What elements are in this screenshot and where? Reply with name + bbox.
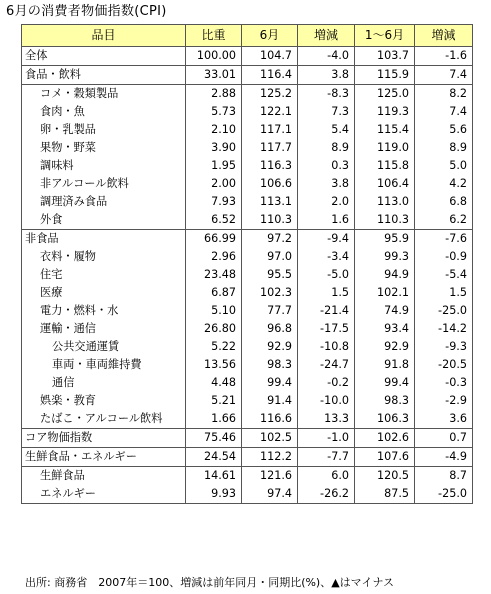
cell-june-change: 3.8 (298, 66, 355, 85)
cell-june-change: -10.8 (298, 338, 355, 356)
column-header-june: 6月 (242, 25, 298, 47)
cell-weight: 9.93 (186, 485, 242, 504)
cell-june: 92.9 (242, 338, 298, 356)
cell-june-change: -0.2 (298, 374, 355, 392)
cell-jan-jun-change: 7.4 (415, 66, 473, 85)
cell-weight: 2.00 (186, 175, 242, 193)
row-label: 全体 (22, 47, 186, 66)
cell-weight: 2.88 (186, 85, 242, 104)
table-row (22, 284, 473, 302)
cell-jan-jun: 99.3 (355, 248, 415, 266)
cell-june: 97.0 (242, 248, 298, 266)
row-label: 車両・車両維持費 (22, 356, 186, 374)
cell-june-change: 2.0 (298, 193, 355, 211)
row-label: 通信 (22, 374, 186, 392)
table-row (22, 193, 473, 211)
row-label: 非アルコール飲料 (22, 175, 186, 193)
cell-jan-jun: 87.5 (355, 485, 415, 504)
cell-weight: 33.01 (186, 66, 242, 85)
cell-june: 113.1 (242, 193, 298, 211)
cell-june: 97.2 (242, 230, 298, 249)
cell-june-change: -7.7 (298, 448, 355, 467)
cell-jan-jun-change: -1.6 (415, 47, 473, 66)
table-row (22, 320, 473, 338)
cell-june-change: -17.5 (298, 320, 355, 338)
row-label: 非食品 (22, 230, 186, 249)
cell-weight: 100.00 (186, 47, 242, 66)
cell-june: 91.4 (242, 392, 298, 410)
cell-june-change: 3.8 (298, 175, 355, 193)
cell-june: 106.6 (242, 175, 298, 193)
cell-june-change: 0.3 (298, 157, 355, 175)
cell-jan-jun-change: -9.3 (415, 338, 473, 356)
row-label: 娯楽・教育 (22, 392, 186, 410)
row-label: コメ・穀類製品 (22, 85, 186, 104)
table-row (22, 139, 473, 157)
cell-june: 98.3 (242, 356, 298, 374)
cell-june: 102.3 (242, 284, 298, 302)
cell-weight: 26.80 (186, 320, 242, 338)
cell-jan-jun-change: 6.2 (415, 211, 473, 230)
cell-jan-jun: 106.4 (355, 175, 415, 193)
cell-june: 95.5 (242, 266, 298, 284)
row-label: 衣料・履物 (22, 248, 186, 266)
row-label: 調理済み食品 (22, 193, 186, 211)
cell-jan-jun: 91.8 (355, 356, 415, 374)
cell-weight: 75.46 (186, 429, 242, 448)
table-row (22, 429, 473, 448)
cell-weight: 4.48 (186, 374, 242, 392)
cell-june-change: -9.4 (298, 230, 355, 249)
cell-weight: 6.87 (186, 284, 242, 302)
cell-june-change: 5.4 (298, 121, 355, 139)
row-label: 運輸・通信 (22, 320, 186, 338)
cell-jan-jun-change: -14.2 (415, 320, 473, 338)
table-row (22, 356, 473, 374)
cell-jan-jun-change: 7.4 (415, 103, 473, 121)
cell-jan-jun-change: 3.6 (415, 410, 473, 429)
cell-weight: 2.96 (186, 248, 242, 266)
cell-weight: 13.56 (186, 356, 242, 374)
table-row (22, 467, 473, 486)
cell-june: 116.6 (242, 410, 298, 429)
cell-jan-jun-change: -25.0 (415, 485, 473, 504)
row-label: 電力・燃料・水 (22, 302, 186, 320)
source-note: 出所: 商務省 2007年＝100、増減は前年同月・同期比(%)、▲はマイナス (25, 576, 395, 589)
cpi-table (21, 24, 473, 504)
cell-jan-jun: 115.9 (355, 66, 415, 85)
cell-june-change: 13.3 (298, 410, 355, 429)
cell-june: 104.7 (242, 47, 298, 66)
cell-weight: 66.99 (186, 230, 242, 249)
cell-june-change: -24.7 (298, 356, 355, 374)
row-label: 食肉・魚 (22, 103, 186, 121)
cell-june-change: 1.6 (298, 211, 355, 230)
cell-june-change: 6.0 (298, 467, 355, 486)
cell-june: 116.4 (242, 66, 298, 85)
cell-june-change: 7.3 (298, 103, 355, 121)
cell-jan-jun-change: -20.5 (415, 356, 473, 374)
cell-weight: 5.21 (186, 392, 242, 410)
cell-weight: 3.90 (186, 139, 242, 157)
cell-jan-jun-change: 8.7 (415, 467, 473, 486)
row-label: 住宅 (22, 266, 186, 284)
cell-june: 97.4 (242, 485, 298, 504)
table-row (22, 230, 473, 249)
cell-jan-jun: 119.0 (355, 139, 415, 157)
cell-jan-jun-change: -2.9 (415, 392, 473, 410)
cell-june: 96.8 (242, 320, 298, 338)
cell-june: 117.1 (242, 121, 298, 139)
table-row (22, 302, 473, 320)
table-body (22, 47, 473, 504)
cell-jan-jun-change: 8.9 (415, 139, 473, 157)
header-row (22, 25, 473, 47)
table-row (22, 47, 473, 66)
table-row (22, 157, 473, 175)
row-label: エネルギー (22, 485, 186, 504)
cell-jan-jun: 110.3 (355, 211, 415, 230)
table-row (22, 485, 473, 504)
cell-june-change: -8.3 (298, 85, 355, 104)
cell-jan-jun-change: 8.2 (415, 85, 473, 104)
cell-june-change: -10.0 (298, 392, 355, 410)
column-header-jan-jun: 1～6月 (355, 25, 415, 47)
cell-weight: 23.48 (186, 266, 242, 284)
cell-june-change: -26.2 (298, 485, 355, 504)
cell-jan-jun: 94.9 (355, 266, 415, 284)
table-row (22, 248, 473, 266)
cell-jan-jun-change: -7.6 (415, 230, 473, 249)
cell-june: 116.3 (242, 157, 298, 175)
row-label: 外食 (22, 211, 186, 230)
row-label: 食品・飲料 (22, 66, 186, 85)
cell-weight: 5.73 (186, 103, 242, 121)
row-label: 調味料 (22, 157, 186, 175)
table-row (22, 374, 473, 392)
row-label: コア物価指数 (22, 429, 186, 448)
cell-jan-jun-change: -4.9 (415, 448, 473, 467)
column-header-weight: 比重 (186, 25, 242, 47)
row-label: たばこ・アルコール飲料 (22, 410, 186, 429)
table-row (22, 66, 473, 85)
cell-jan-jun: 106.3 (355, 410, 415, 429)
cell-june: 99.4 (242, 374, 298, 392)
cell-jan-jun: 103.7 (355, 47, 415, 66)
cell-jan-jun: 107.6 (355, 448, 415, 467)
cell-weight: 24.54 (186, 448, 242, 467)
cell-jan-jun-change: 6.8 (415, 193, 473, 211)
cell-weight: 5.10 (186, 302, 242, 320)
cell-jan-jun: 92.9 (355, 338, 415, 356)
cell-jan-jun: 102.1 (355, 284, 415, 302)
table-row (22, 338, 473, 356)
cell-june-change: -5.0 (298, 266, 355, 284)
cell-weight: 7.93 (186, 193, 242, 211)
cell-june: 121.6 (242, 467, 298, 486)
table-row (22, 121, 473, 139)
cell-june: 125.2 (242, 85, 298, 104)
row-label: 医療 (22, 284, 186, 302)
cell-weight: 1.95 (186, 157, 242, 175)
cell-jan-jun-change: 1.5 (415, 284, 473, 302)
table-row (22, 448, 473, 467)
cell-june: 102.5 (242, 429, 298, 448)
cell-june-change: -4.0 (298, 47, 355, 66)
cell-jan-jun-change: 4.2 (415, 175, 473, 193)
cell-jan-jun: 74.9 (355, 302, 415, 320)
cell-june-change: 1.5 (298, 284, 355, 302)
page-title: 6月の消費者物価指数(CPI) (6, 4, 167, 19)
cell-june: 112.2 (242, 448, 298, 467)
row-label: 公共交通運賃 (22, 338, 186, 356)
cell-june: 77.7 (242, 302, 298, 320)
table-row (22, 175, 473, 193)
cell-jan-jun: 99.4 (355, 374, 415, 392)
table-row (22, 392, 473, 410)
cell-jan-jun: 95.9 (355, 230, 415, 249)
cell-jan-jun: 115.4 (355, 121, 415, 139)
cell-weight: 2.10 (186, 121, 242, 139)
row-label: 生鮮食品・エネルギー (22, 448, 186, 467)
cell-jan-jun-change: -0.9 (415, 248, 473, 266)
cell-jan-jun-change: -25.0 (415, 302, 473, 320)
cell-jan-jun-change: -5.4 (415, 266, 473, 284)
cell-june: 117.7 (242, 139, 298, 157)
table-row (22, 266, 473, 284)
cell-jan-jun: 113.0 (355, 193, 415, 211)
cell-jan-jun: 102.6 (355, 429, 415, 448)
cell-weight: 1.66 (186, 410, 242, 429)
cell-jan-jun: 93.4 (355, 320, 415, 338)
cell-jan-jun: 115.8 (355, 157, 415, 175)
cell-june: 122.1 (242, 103, 298, 121)
row-label: 果物・野菜 (22, 139, 186, 157)
cell-jan-jun: 119.3 (355, 103, 415, 121)
cell-jan-jun-change: 0.7 (415, 429, 473, 448)
cell-june-change: 8.9 (298, 139, 355, 157)
table-row (22, 85, 473, 104)
row-label: 卵・乳製品 (22, 121, 186, 139)
cell-weight: 14.61 (186, 467, 242, 486)
cell-jan-jun-change: -0.3 (415, 374, 473, 392)
cell-jan-jun: 125.0 (355, 85, 415, 104)
column-header-june-change: 増減 (298, 25, 355, 47)
column-header-jan-jun-change: 増減 (415, 25, 473, 47)
cell-june: 110.3 (242, 211, 298, 230)
table-row (22, 410, 473, 429)
cell-jan-jun-change: 5.0 (415, 157, 473, 175)
row-label: 生鮮食品 (22, 467, 186, 486)
cell-june-change: -21.4 (298, 302, 355, 320)
cell-june-change: -1.0 (298, 429, 355, 448)
column-header-item: 品目 (22, 25, 186, 47)
cell-weight: 5.22 (186, 338, 242, 356)
cell-june-change: -3.4 (298, 248, 355, 266)
cell-weight: 6.52 (186, 211, 242, 230)
cell-jan-jun: 120.5 (355, 467, 415, 486)
cell-jan-jun: 98.3 (355, 392, 415, 410)
cell-jan-jun-change: 5.6 (415, 121, 473, 139)
table-row (22, 103, 473, 121)
table-row (22, 211, 473, 230)
